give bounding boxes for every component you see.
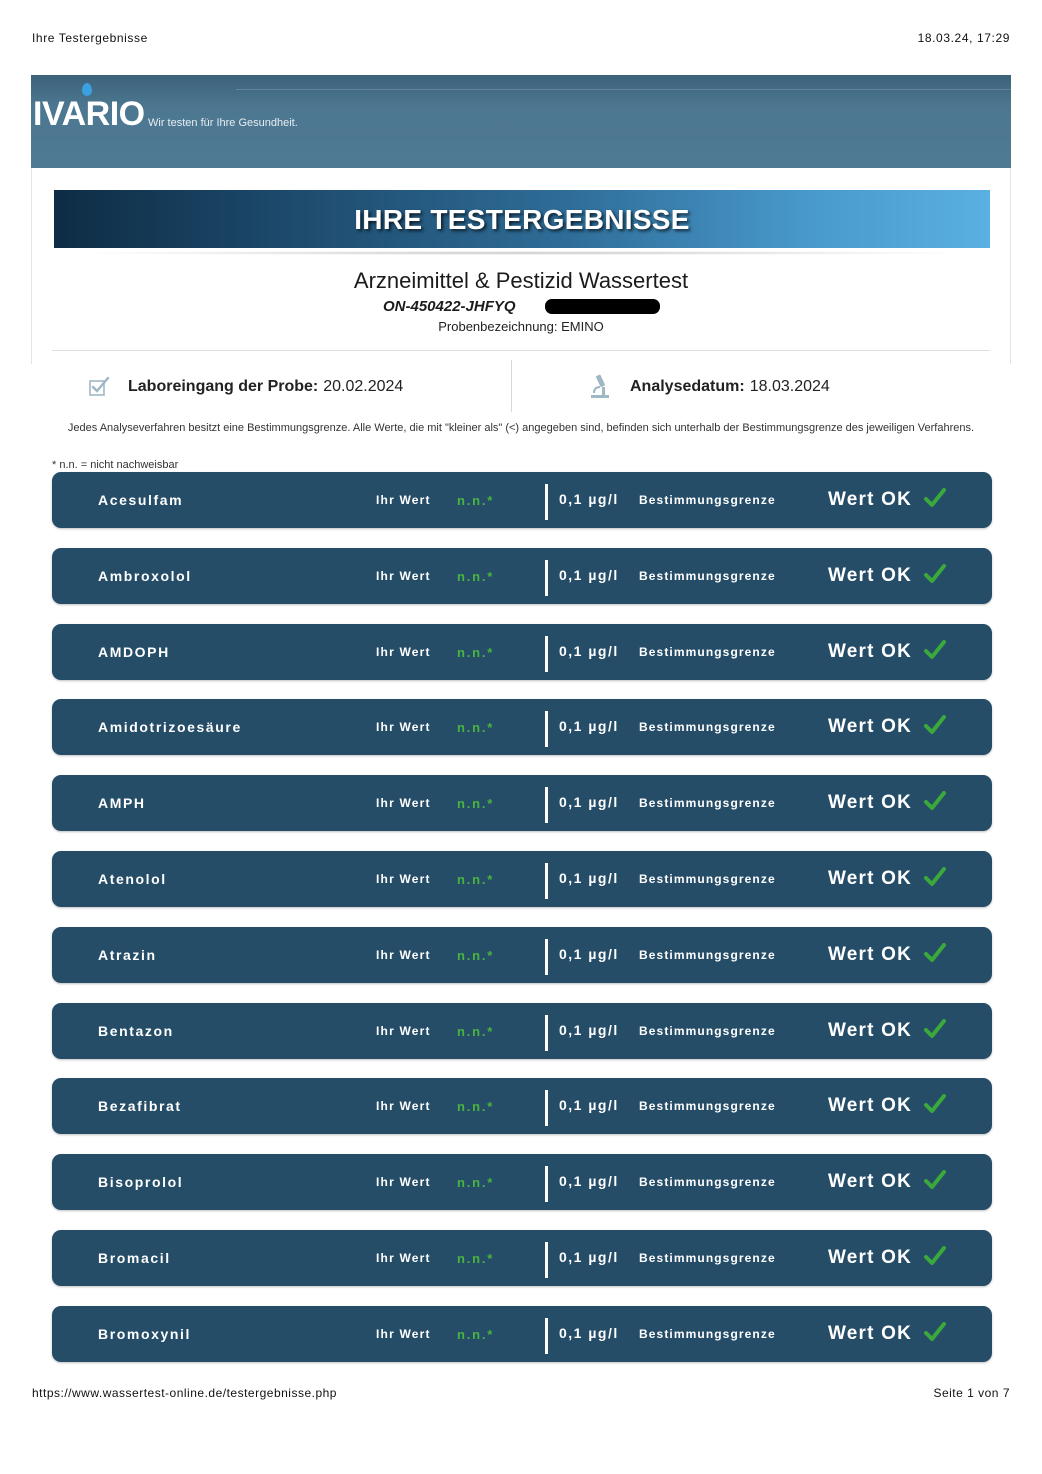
limit-label: Bestimmungsgrenze bbox=[639, 796, 776, 811]
your-value-label: Ihr Wert bbox=[376, 1023, 431, 1038]
row-separator bbox=[545, 636, 548, 672]
row-separator bbox=[545, 787, 548, 823]
detection-limit-note: Jedes Analyseverfahren besitzt eine Bestimmungsgrenze. Alle Werte, die mit "kleiner als" (<) angegeben sind, befinden sich unterhalb der Bestimmungsgrenze des jeweiligen Verfahrens. bbox=[67, 422, 975, 434]
checkbox-check-icon bbox=[88, 376, 110, 398]
status-text: Wert OK bbox=[828, 1095, 913, 1117]
parameter-name: Bisoprolol bbox=[98, 1174, 184, 1191]
meta-separator bbox=[511, 360, 512, 412]
limit-value: 0,1 µg/l bbox=[559, 1173, 619, 1190]
limit-value: 0,1 µg/l bbox=[559, 718, 619, 735]
limit-value: 0,1 µg/l bbox=[559, 1021, 619, 1038]
parameter-name: Bezafibrat bbox=[98, 1098, 182, 1115]
your-value-label: Ihr Wert bbox=[376, 1326, 431, 1341]
checkmark-icon bbox=[924, 488, 946, 513]
checkmark-icon bbox=[924, 564, 946, 589]
print-header-title: Ihre Testergebnisse bbox=[32, 31, 148, 45]
row-separator bbox=[545, 1090, 548, 1126]
order-id: ON-450422-JHFYQ bbox=[383, 298, 516, 315]
status-text: Wert OK bbox=[828, 1246, 913, 1268]
status-text: Wert OK bbox=[828, 640, 913, 662]
parameter-name: Bromacil bbox=[98, 1249, 171, 1266]
limit-value: 0,1 µg/l bbox=[559, 491, 619, 507]
your-value-label: Ihr Wert bbox=[376, 1250, 431, 1265]
test-name: Arzneimittel & Pestizid Wassertest bbox=[353, 268, 689, 293]
parameter-name: Atenolol bbox=[98, 870, 167, 887]
parameter-name: Acesulfam bbox=[98, 492, 184, 508]
checkmark-icon bbox=[924, 791, 946, 816]
sample-value: EMINO bbox=[561, 319, 604, 334]
row-separator bbox=[545, 863, 548, 899]
checkmark-icon bbox=[924, 640, 946, 665]
your-value-label: Ihr Wert bbox=[376, 644, 431, 659]
results-list bbox=[52, 472, 992, 1382]
result-row bbox=[52, 1078, 992, 1134]
analysis-value: 18.03.2024 bbox=[749, 378, 830, 395]
measured-value: n.n.* bbox=[457, 644, 495, 660]
result-row bbox=[52, 1003, 992, 1059]
status-text: Wert OK bbox=[828, 564, 913, 586]
section-divider bbox=[52, 350, 990, 351]
parameter-name: Bromoxynil bbox=[98, 1325, 192, 1342]
limit-label: Bestimmungsgrenze bbox=[639, 644, 776, 659]
row-separator bbox=[545, 1166, 548, 1202]
measured-value: n.n.* bbox=[457, 1175, 495, 1191]
status-text: Wert OK bbox=[828, 1019, 913, 1041]
limit-label: Bestimmungsgrenze bbox=[639, 1250, 776, 1265]
limit-value: 0,1 µg/l bbox=[559, 869, 619, 886]
limit-label: Bestimmungsgrenze bbox=[639, 1326, 776, 1341]
result-row bbox=[52, 548, 992, 604]
your-value-label: Ihr Wert bbox=[376, 1099, 431, 1114]
your-value-label: Ihr Wert bbox=[376, 720, 431, 735]
limit-label: Bestimmungsgrenze bbox=[639, 493, 776, 507]
checkmark-icon bbox=[924, 1170, 946, 1195]
row-separator bbox=[545, 1318, 548, 1354]
limit-value: 0,1 µg/l bbox=[559, 1248, 619, 1265]
received-info bbox=[88, 372, 403, 402]
analysis-label: Analysedatum: bbox=[630, 378, 745, 395]
measured-value: n.n.* bbox=[457, 493, 495, 508]
limit-label: Bestimmungsgrenze bbox=[639, 1175, 776, 1190]
result-row bbox=[52, 472, 992, 528]
row-separator bbox=[545, 1015, 548, 1051]
limit-value: 0,1 µg/l bbox=[559, 794, 619, 811]
result-row bbox=[52, 624, 992, 680]
parameter-name: Atrazin bbox=[98, 946, 157, 963]
received-label: Laboreingang der Probe: bbox=[128, 378, 319, 395]
limit-label: Bestimmungsgrenze bbox=[639, 1023, 776, 1038]
measured-value: n.n.* bbox=[457, 871, 495, 887]
measured-value: n.n.* bbox=[457, 947, 495, 963]
limit-label: Bestimmungsgrenze bbox=[639, 720, 776, 735]
limit-value: 0,1 µg/l bbox=[559, 1097, 619, 1114]
your-value-label: Ihr Wert bbox=[376, 947, 431, 962]
your-value-label: Ihr Wert bbox=[376, 871, 431, 886]
status-text: Wert OK bbox=[828, 489, 913, 510]
analysis-info bbox=[588, 372, 830, 402]
row-separator bbox=[545, 711, 548, 747]
result-row bbox=[52, 1230, 992, 1286]
measured-value: n.n.* bbox=[457, 720, 495, 736]
status-text: Wert OK bbox=[828, 1171, 913, 1193]
status-text: Wert OK bbox=[828, 867, 913, 889]
print-footer-page: Seite 1 von 7 bbox=[933, 1386, 1010, 1400]
sample-designation bbox=[0, 319, 1042, 334]
result-row bbox=[52, 1306, 992, 1362]
row-separator bbox=[545, 1242, 548, 1278]
your-value-label: Ihr Wert bbox=[376, 796, 431, 811]
limit-value: 0,1 µg/l bbox=[559, 1324, 619, 1341]
row-separator bbox=[545, 560, 548, 596]
parameter-name: Ambroxolol bbox=[98, 567, 192, 584]
banner-divider bbox=[236, 89, 1011, 90]
footnote: * n.n. = nicht nachweisbar bbox=[52, 459, 179, 471]
status-text: Wert OK bbox=[828, 716, 913, 738]
checkmark-icon bbox=[924, 1322, 946, 1347]
result-row bbox=[52, 775, 992, 831]
results-heading: IHRE TESTERGEBNISSE bbox=[354, 204, 690, 235]
row-separator bbox=[545, 484, 548, 520]
parameter-name: Bentazon bbox=[98, 1022, 174, 1039]
results-heading-bar bbox=[54, 190, 990, 248]
redaction-bar bbox=[545, 299, 660, 314]
checkmark-icon bbox=[924, 1019, 946, 1044]
measured-value: n.n.* bbox=[457, 568, 495, 584]
site-banner bbox=[31, 75, 1011, 168]
checkmark-icon bbox=[924, 867, 946, 892]
result-row bbox=[52, 699, 992, 755]
result-row bbox=[52, 927, 992, 983]
parameter-name: AMPH bbox=[98, 795, 146, 812]
your-value-label: Ihr Wert bbox=[376, 1175, 431, 1190]
measured-value: n.n.* bbox=[457, 1099, 495, 1115]
brand-logo[interactable]: IVARIO bbox=[33, 95, 145, 133]
parameter-name: AMDOPH bbox=[98, 643, 170, 660]
checkmark-icon bbox=[924, 1094, 946, 1119]
received-value: 20.02.2024 bbox=[323, 378, 404, 395]
row-separator bbox=[545, 939, 548, 975]
brand-tagline: Wir testen für Ihre Gesundheit. bbox=[148, 117, 298, 129]
microscope-icon bbox=[588, 373, 612, 401]
result-row bbox=[52, 1154, 992, 1210]
limit-value: 0,1 µg/l bbox=[559, 642, 619, 659]
your-value-label: Ihr Wert bbox=[376, 493, 431, 507]
limit-label: Bestimmungsgrenze bbox=[639, 1099, 776, 1114]
measured-value: n.n.* bbox=[457, 1326, 495, 1342]
checkmark-icon bbox=[924, 715, 946, 740]
checkmark-icon bbox=[924, 943, 946, 968]
limit-label: Bestimmungsgrenze bbox=[639, 568, 776, 583]
parameter-name: Amidotrizoesäure bbox=[98, 719, 242, 736]
status-text: Wert OK bbox=[828, 1322, 913, 1344]
limit-value: 0,1 µg/l bbox=[559, 566, 619, 583]
limit-label: Bestimmungsgrenze bbox=[639, 947, 776, 962]
measured-value: n.n.* bbox=[457, 796, 495, 812]
measured-value: n.n.* bbox=[457, 1250, 495, 1266]
status-text: Wert OK bbox=[828, 792, 913, 814]
measured-value: n.n.* bbox=[457, 1023, 495, 1039]
checkmark-icon bbox=[924, 1246, 946, 1271]
result-row bbox=[52, 851, 992, 907]
heading-shadow bbox=[60, 251, 984, 255]
print-header-datetime: 18.03.24, 17:29 bbox=[917, 31, 1010, 45]
print-footer-url: https://www.wassertest-online.de/testergebnisse.php bbox=[32, 1386, 337, 1400]
your-value-label: Ihr Wert bbox=[376, 568, 431, 583]
limit-label: Bestimmungsgrenze bbox=[639, 871, 776, 886]
limit-value: 0,1 µg/l bbox=[559, 945, 619, 962]
sample-label: Probenbezeichnung: bbox=[438, 319, 558, 334]
status-text: Wert OK bbox=[828, 943, 913, 965]
